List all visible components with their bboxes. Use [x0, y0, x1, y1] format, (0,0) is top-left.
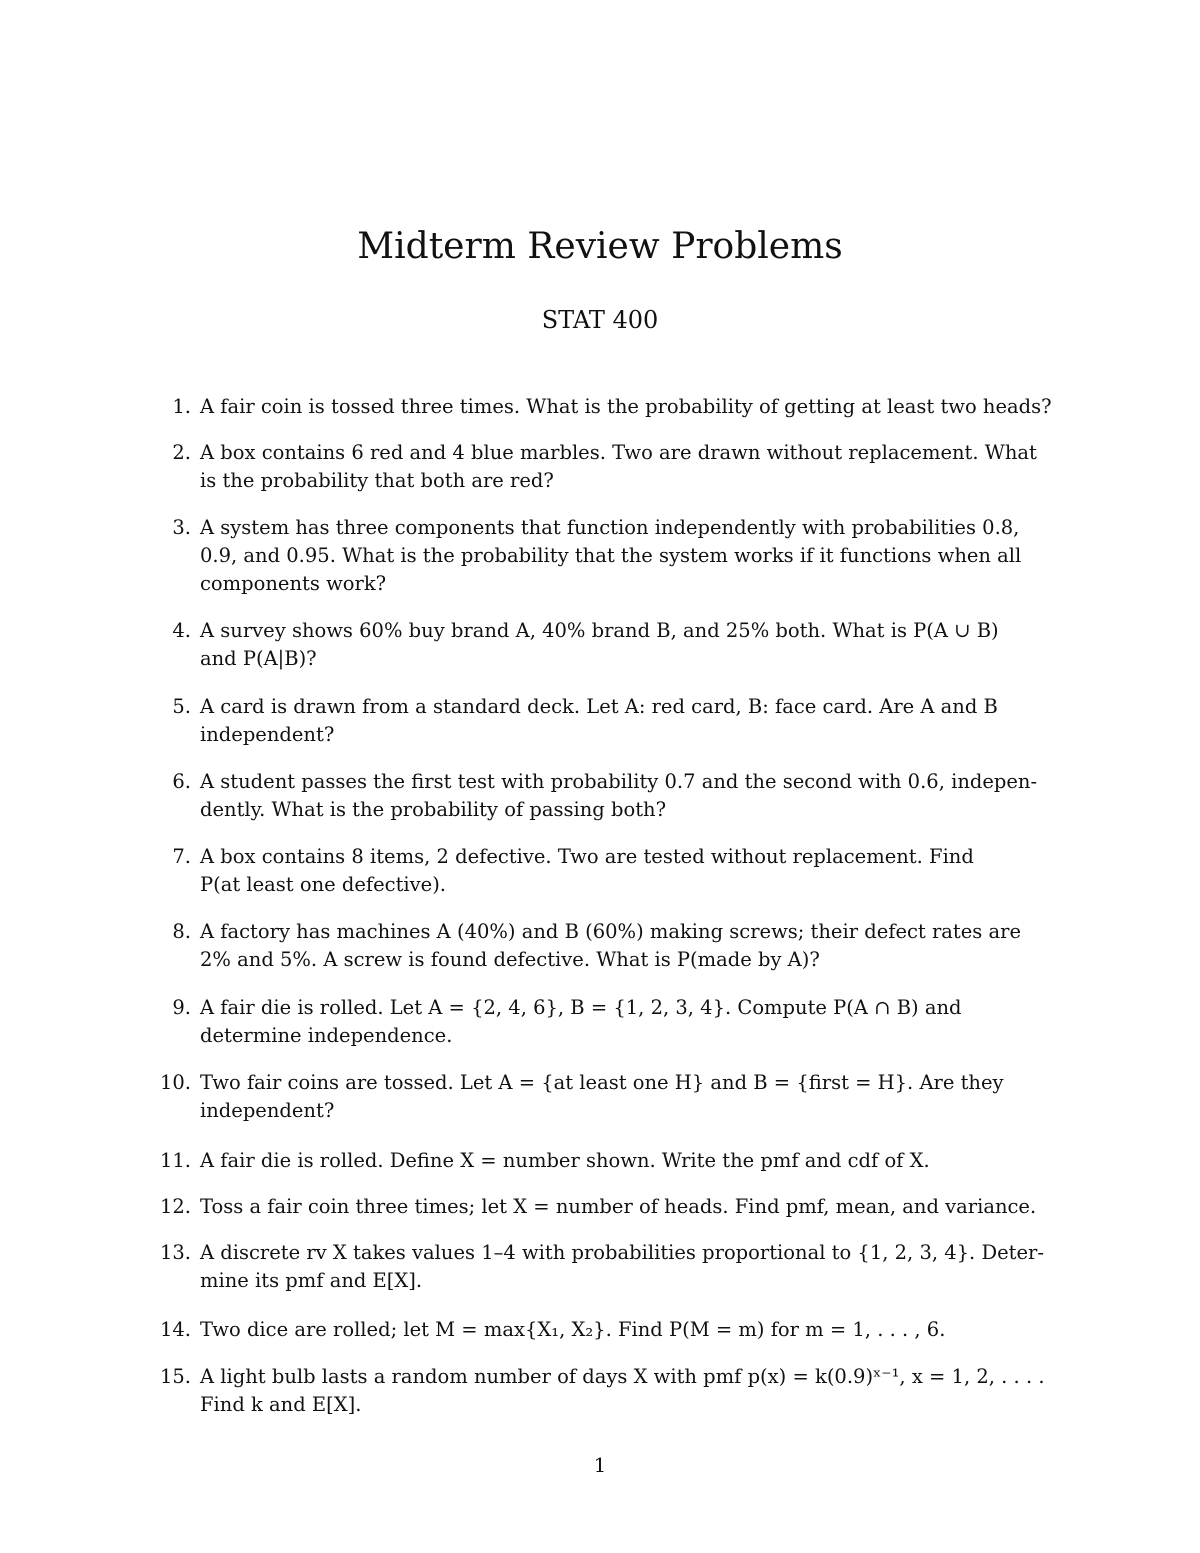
- page-title: Midterm Review Problems: [357, 226, 843, 267]
- problem-text: A discrete rv X takes values 1–4 with probabilities proportional to {1, 2, 3, 4}. Deter- mine its pmf and E[X].: [200, 1241, 1044, 1292]
- problem-text: A fair die is rolled. Let A = {2, 4, 6}, B = {1, 2, 3, 4}. Compute P(A ∩ B) and determine independence.: [200, 996, 962, 1047]
- problem-text: A box contains 6 red and 4 blue marbles. Two are drawn without replacement. What is the probability that both are red?: [200, 441, 1037, 492]
- problem-text: A student passes the first test with probability 0.7 and the second with 0.6, indepen- dently. What is the probability of passing both?: [200, 770, 1038, 821]
- problem-text: A survey shows 60% buy brand A, 40% brand B, and 25% both. What is P(A ∪ B) and P(A|B)?: [200, 619, 999, 670]
- problem-text: A card is drawn from a standard deck. Let A: red card, B: face card. Are A and B independent?: [200, 695, 998, 746]
- problem-number: 1.: [172, 395, 191, 418]
- problem-text: A box contains 8 items, 2 defective. Two are tested without replacement. Find P(at least one defective).: [200, 845, 974, 896]
- problem-number: 3.: [172, 516, 191, 539]
- problem-number: 10.: [159, 1071, 191, 1094]
- problem-number: 2.: [172, 441, 191, 464]
- problem-number: 9.: [172, 996, 191, 1019]
- problem-text: A light bulb lasts a random number of days X with pmf p(x) = k(0.9)ˣ⁻¹, x = 1, 2, . . . . Find k and E[X].: [200, 1365, 1045, 1416]
- problem-number: 7.: [172, 845, 191, 868]
- problem-number: 13.: [159, 1241, 191, 1264]
- problem-number: 8.: [172, 920, 191, 943]
- problem-text: Two dice are rolled; let M = max{X₁, X₂}. Find P(M = m) for m = 1, . . . , 6.: [200, 1318, 946, 1341]
- page-number: 1: [593, 1453, 607, 1477]
- problem-number: 14.: [159, 1318, 191, 1341]
- problem-number: 6.: [172, 770, 191, 793]
- problem-number: 4.: [172, 619, 191, 642]
- problem-text: Two fair coins are tossed. Let A = {at least one H} and B = {first = H}. Are they independent?: [200, 1071, 1004, 1122]
- problem-number: 11.: [159, 1149, 191, 1172]
- problem-text: A fair coin is tossed three times. What is the probability of getting at least two heads?: [200, 395, 1052, 418]
- problem-number: 15.: [159, 1365, 191, 1388]
- problem-text: Toss a fair coin three times; let X = number of heads. Find pmf, mean, and variance.: [200, 1195, 1037, 1218]
- problem-number: 12.: [159, 1195, 191, 1218]
- problem-text: A factory has machines A (40%) and B (60%) making screws; their defect rates are 2% and 5%. A screw is found defective. What is P(made by A)?: [200, 920, 1021, 971]
- problem-text: A system has three components that function independently with probabilities 0.8, 0.9, and 0.95. What is the probability that the system works if it functions when all components work?: [200, 516, 1022, 595]
- problem-number: 5.: [172, 695, 191, 718]
- problem-text: A fair die is rolled. Define X = number shown. Write the pmf and cdf of X.: [200, 1149, 930, 1172]
- course-code: STAT 400: [541, 306, 659, 334]
